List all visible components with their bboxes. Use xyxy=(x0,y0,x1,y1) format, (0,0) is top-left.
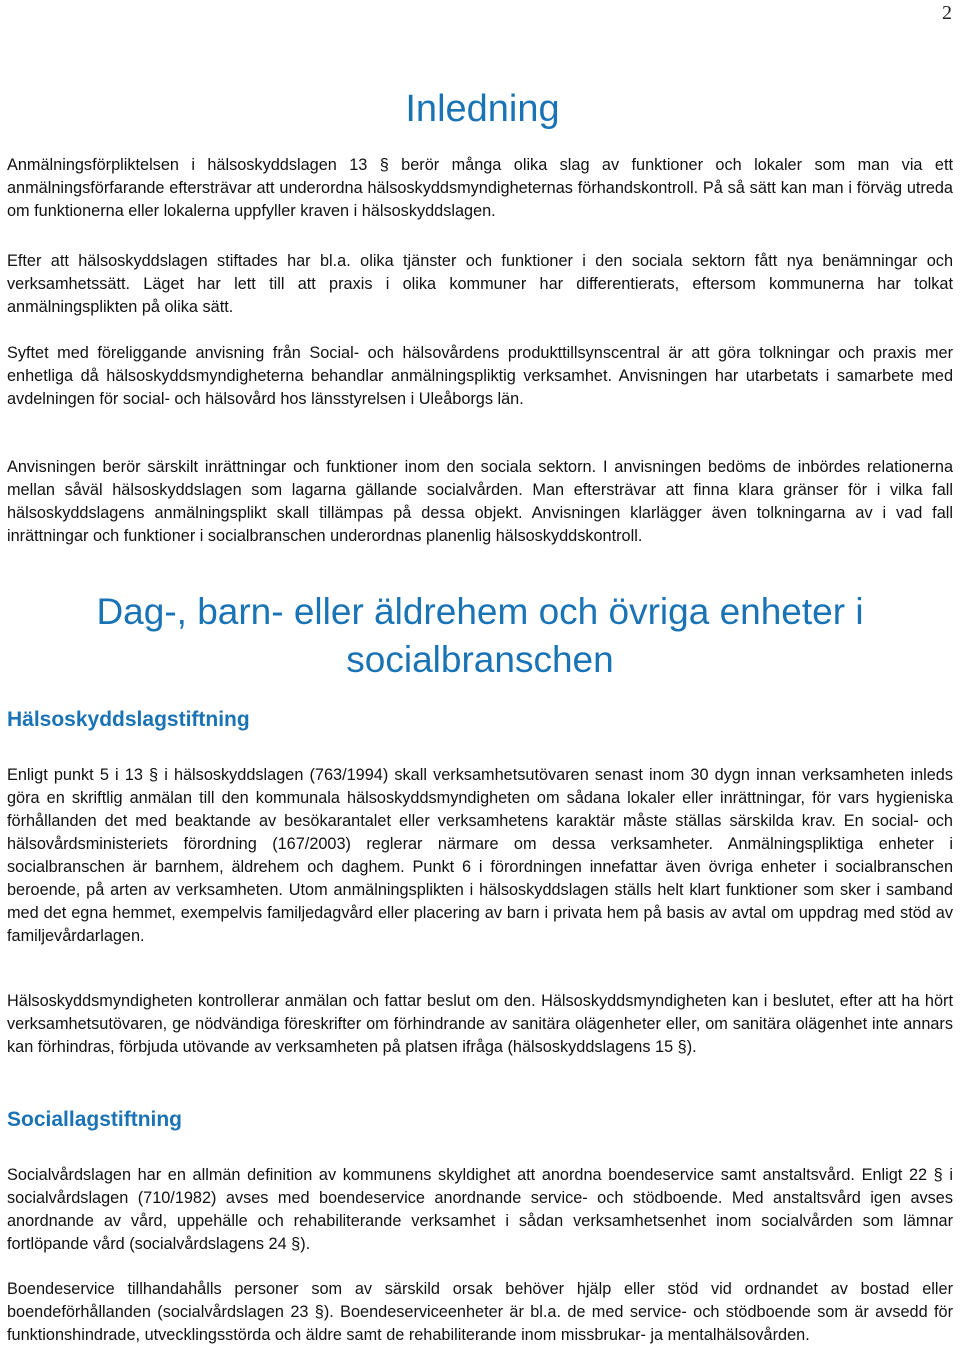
intro-paragraph-1: Anmälningsförpliktelsen i hälsoskyddslagen 13 § berör många olika slag av funktioner och lokaler som man via ett anmälningsförfarande eftersträvar att underordna hälsoskyddsmyndigheternas förhandskontroll. På så sätt kan man i förväg utreda om funktionerna eller lokalerna uppfyller kraven i hälsoskyddslagen. xyxy=(7,156,953,220)
health-law-paragraph-1: Enligt punkt 5 i 13 § i hälsoskyddslagen (763/1994) skall verksamhetsutövaren senast inom 30 dygn innan verksamheten inleds göra en skriftlig anmälan till den kommunala hälsoskyddsmyndigheten om sådana lokaler eller inrättningar, för vars hygieniska förhållanden det med beaktande av besökarantalet eller verksamhetens karaktär måste ställas särskilda krav. En social- och hälsovårdsministeriets förordning (167/2003) reglerar närmare om dessa verksamheter. Anmälningspliktiga enheter i socialbranschen är barnhem, äldrehem och daghem. Punkt 6 i förordningen innefattar även övriga enheter i socialbranschen beroende, på arten av verksamheten. Utom anmälningsplikten i hälsoskyddslagen ställs helt klart funktioner som sker i samband med det egna hemmet, exempelvis familjedagvård eller placering av barn i privata hem på basis av avtal om uppdrag med stöd av familjevårdarlagen. xyxy=(7,766,953,945)
social-law-paragraph-2: Boendeservice tillhandahålls personer som av särskild orsak behöver hjälp eller stöd vid ordnandet av bostad eller boendeförhållanden (socialvårdslagen 23 §). Boendeserviceenheter är bl.a. de med service- och stödboende som är avsedd för funktionshindrade, utvecklingsstörda och äldre samt de rehabiliterande inom missbrukar- ja mentalhälsovården. xyxy=(7,1280,953,1344)
intro-title: Inledning xyxy=(405,88,560,130)
section-title: Dag-, barn- eller äldrehem och övriga enheter i socialbranschen xyxy=(96,591,864,680)
page-number: 2 xyxy=(942,2,952,24)
subheading-sociallagstiftning: Sociallagstiftning xyxy=(7,1108,183,1131)
social-law-paragraph-1: Socialvårdslagen har en allmän definition av kommunens skyldighet att anordna boendeservice samt anstaltsvård. Enligt 22 § i socialvårdslagen (710/1982) avses med boendeservice anordnande service- och stödboende. Med anstaltsvård igen avses anordnande av vård, uppehälle och rehabiliterande verksamhet i sådan verksamhetsenhet inom socialvården som lämnar fortlöpande vård (socialvårdslagens 24 §). xyxy=(7,1166,953,1253)
intro-paragraph-4: Anvisningen berör särskilt inrättningar och funktioner inom den sociala sektorn. I anvisningen bedöms de inbördes relationerna mellan såväl hälsoskyddslagen som lagarna gällande socialvården. Man eftersträvar att finna klara gränser för i vilka fall hälsoskyddslagens anmälningsplikt skall tillämpas på dessa objekt. Anvisningen klarlägger även tolkningarna av i vad fall inrättningar och funktioner i socialbranschen underordnas planenlig hälsoskyddskontroll. xyxy=(7,458,953,545)
intro-paragraph-2: Efter att hälsoskyddslagen stiftades har bl.a. olika tjänster och funktioner i den sociala sektorn fått nya benämningar och verksamhetssätt. Läget har lett till att praxis i olika kommuner har differentierats, eftersom kommunerna har tolkat anmälningsplikten på olika sätt. xyxy=(7,252,953,316)
subheading-halsoskyddslagstiftning: Hälsoskyddslagstiftning xyxy=(7,708,250,731)
health-law-paragraph-2: Hälsoskyddsmyndigheten kontrollerar anmälan och fattar beslut om den. Hälsoskyddsmyndigheten kan i beslutet, efter att ha hört verksamhetsutövaren, ge nödvändiga föreskrifter om förhindrande av sanitära olägenheter eller, om sanitära olägenhet inte annars kan förhindras, förbjuda utövande av verksamheten på platsen ifråga (hälsoskyddslagens 15 §). xyxy=(7,992,953,1056)
intro-paragraph-3: Syftet med föreliggande anvisning från Social- och hälsovårdens produkttillsynscentral är att göra tolkningar och praxis mer enhetliga då hälsoskyddsmyndigheterna behandlar anmälningspliktig verksamhet. Anvisningen har utarbetats i samarbete med avdelningen för social- och hälsovård hos länsstyrelsen i Uleåborgs län. xyxy=(7,344,953,408)
